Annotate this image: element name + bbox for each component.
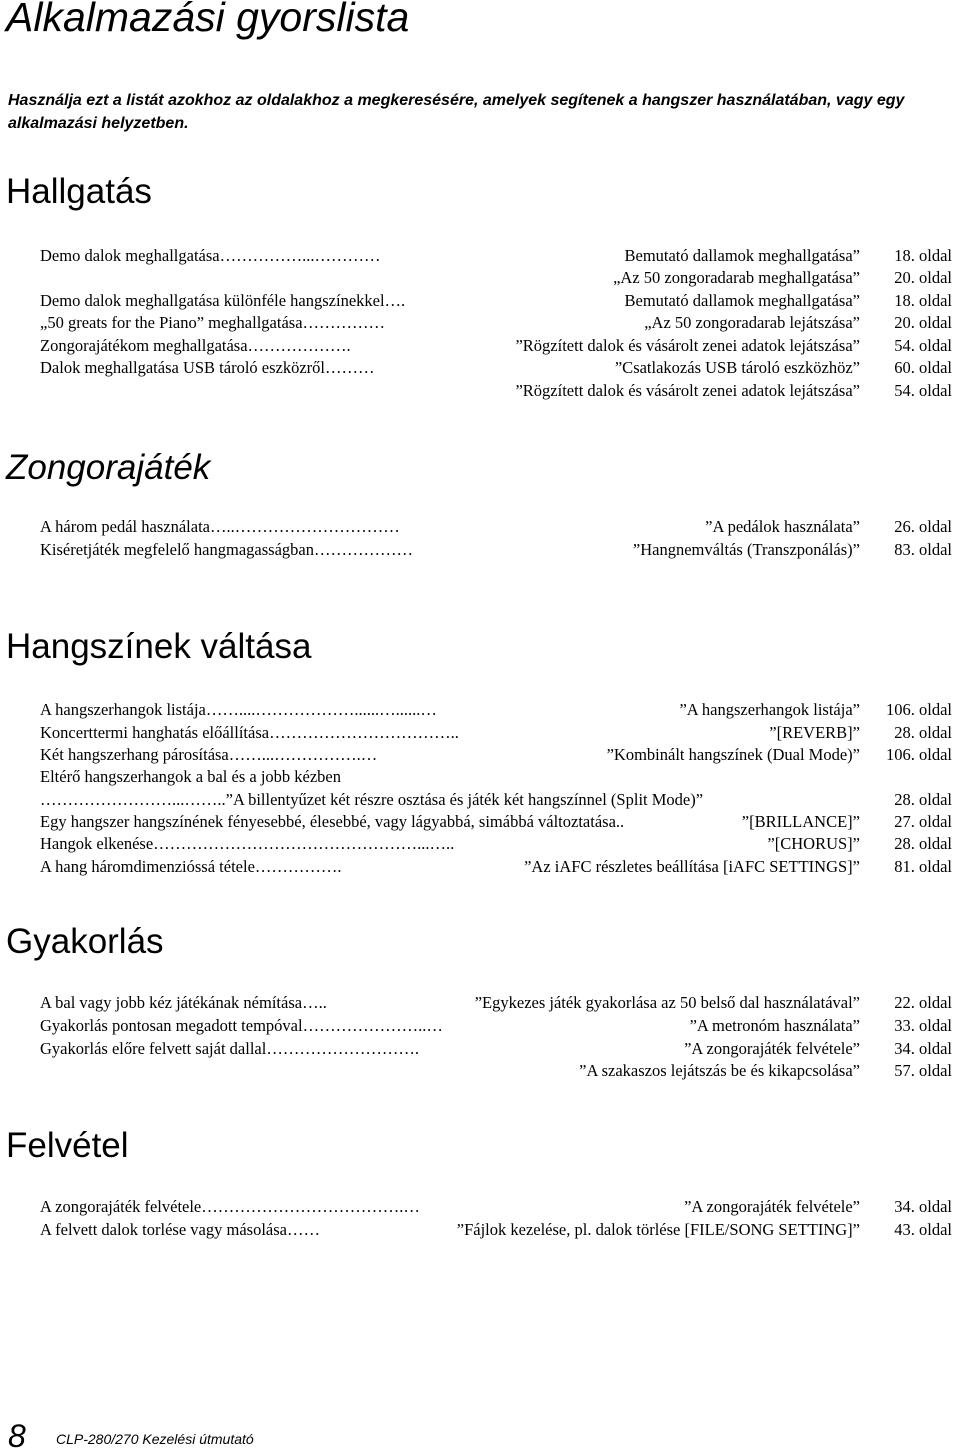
manual-title: CLP-280/270 Kezelési útmutató <box>56 1431 254 1447</box>
entry-page: 43. oldal <box>894 1220 952 1239</box>
entry-target: ”[CHORUS]” <box>767 834 860 853</box>
entry-target: Bemutató dallamok meghallgatása” <box>624 246 860 265</box>
list-item <box>40 857 952 879</box>
entry-page: 18. oldal <box>894 246 952 265</box>
section-heading-felvetel: Felvétel <box>6 1126 129 1165</box>
entry-lead: „50 greats for the Piano” meghallgatása…………… <box>40 313 386 332</box>
entry-lead: A felvett dalok torlése vagy másolása…… <box>40 1220 320 1239</box>
entry-target: ”Rögzített dalok és vásárolt zenei adatok lejátszása” <box>515 381 860 400</box>
entry-lead: Dalok meghallgatása USB tároló eszközről……… <box>40 358 375 377</box>
entry-lead: Egy hangszer hangszínének fényesebbé, élesebbé, vagy lágyabbá, simábbá változtatása.. <box>40 812 625 831</box>
entry-lead: A hang háromdimenzióssá tétele……………. <box>40 857 342 876</box>
entry-page: 81. oldal <box>894 857 952 876</box>
entry-target: ”Az iAFC részletes beállítása [iAFC SETTINGS]” <box>524 857 860 876</box>
entry-target: ”[BRILLANCE]” <box>741 812 860 831</box>
entry-target: ”A zongorajáték felvétele” <box>684 1039 860 1058</box>
entry-target: ”Hangnemváltás (Transzponálás)” <box>632 540 860 559</box>
page-number: 8 <box>8 1418 26 1454</box>
entry-page: 34. oldal <box>894 1039 952 1058</box>
entry-lead: Hangok elkenése…………………………………………...….. <box>40 834 455 853</box>
entry-page: 26. oldal <box>894 517 952 536</box>
list-item <box>40 246 952 268</box>
entry-page: 106. oldal <box>886 745 952 764</box>
entry-target: „Az 50 zongoradarab lejátszása” <box>644 313 860 332</box>
entry-page: 57. oldal <box>894 1061 952 1080</box>
list-item <box>40 745 952 767</box>
entry-page: 22. oldal <box>894 993 952 1012</box>
list-item <box>40 358 952 380</box>
entry-lead: Eltérő hangszerhangok a bal és a jobb kézben <box>40 767 342 786</box>
section-heading-hangszinek: Hangszínek váltása <box>6 627 312 666</box>
entry-lead: Demo dalok meghallgatása……………...………… <box>40 246 381 265</box>
entry-lead: A három pedál használata…..………………………… <box>40 517 400 536</box>
list-item <box>40 723 952 745</box>
entry-target: ”A hangszerhangok listája” <box>679 700 860 719</box>
entry-target: ”Fájlok kezelése, pl. dalok törlése [FILE/SONG SETTING]” <box>456 1220 860 1239</box>
entry-target: ”A pedálok használata” <box>705 517 860 536</box>
section-heading-hallgatas: Hallgatás <box>6 172 152 211</box>
entry-page: 27. oldal <box>894 812 952 831</box>
entry-target: ”Csatlakozás USB tároló eszközhöz” <box>614 358 860 377</box>
entry-lead: Koncerttermi hanghatás előállítása…………………………….. <box>40 723 459 742</box>
entry-target: ”[REVERB]” <box>769 723 860 742</box>
list-item <box>40 767 952 789</box>
entry-page: 83. oldal <box>894 540 952 559</box>
entry-page: 60. oldal <box>894 358 952 377</box>
entry-lead: A bal vagy jobb kéz játékának némítása….. <box>40 993 327 1012</box>
entry-page: 20. oldal <box>894 313 952 332</box>
entry-target: Bemutató dallamok meghallgatása” <box>624 291 860 310</box>
list-item <box>40 993 952 1015</box>
list-item <box>40 268 952 290</box>
list-item <box>40 700 952 722</box>
list-item <box>40 336 952 358</box>
entry-page: 28. oldal <box>894 790 952 809</box>
entry-page: 18. oldal <box>894 291 952 310</box>
entry-page: 20. oldal <box>894 268 952 287</box>
entry-lead: Zongorajátékom meghallgatása………………. <box>40 336 351 355</box>
entry-page: 28. oldal <box>894 834 952 853</box>
entry-lead: A zongorajáték felvétele……………………………….… <box>40 1197 420 1216</box>
list-item <box>40 1197 952 1219</box>
entry-target: „Az 50 zongoradarab meghallgatása” <box>613 268 860 287</box>
list-item <box>40 540 952 562</box>
entry-lead: Demo dalok meghallgatása különféle hangszínekkel…. <box>40 291 406 310</box>
list-item <box>40 1016 952 1038</box>
list-item <box>40 313 952 335</box>
entry-target: ”A szakaszos lejátszás be és kikapcsolása” <box>579 1061 860 1080</box>
page-title: Alkalmazási gyorslista <box>6 0 410 40</box>
entry-lead: Kiséretjáték megfelelő hangmagasságban……………… <box>40 540 413 559</box>
entry-lead: Két hangszerhang párosítása……...…………….… <box>40 745 378 764</box>
intro-text: Használja ezt a listát azokhoz az oldalakhoz a megkeresésére, amelyek segítenek a hangszer használatában, vagy egy alkalmazási helyzetben. <box>8 92 905 132</box>
list-item <box>40 812 952 834</box>
list-item <box>40 1220 952 1242</box>
entry-target: ……………………...……..”A billentyűzet két részre osztása és játék két hangszínnel (Split Mode)” <box>40 790 704 809</box>
entry-page: 33. oldal <box>894 1016 952 1035</box>
list-item <box>40 790 952 812</box>
entry-target: ”A zongorajáték felvétele” <box>684 1197 860 1216</box>
entry-page: 106. oldal <box>886 700 952 719</box>
entry-page: 28. oldal <box>894 723 952 742</box>
list-item <box>40 834 952 856</box>
list-item <box>40 291 952 313</box>
entry-lead: Gyakorlás előre felvett saját dallal………………………. <box>40 1039 419 1058</box>
section-heading-zongorajatek: Zongorajáték <box>6 448 211 487</box>
list-item <box>40 1039 952 1061</box>
list-item <box>40 381 952 403</box>
entry-target: ”A metronóm használata” <box>689 1016 860 1035</box>
entry-lead: Gyakorlás pontosan megadott tempóval…………………..… <box>40 1016 443 1035</box>
section-heading-gyakorlas: Gyakorlás <box>6 922 164 961</box>
entry-page: 34. oldal <box>894 1197 952 1216</box>
entry-lead: A hangszerhangok listája……....………………......…......… <box>40 700 437 719</box>
list-item <box>40 1061 952 1083</box>
entry-page: 54. oldal <box>894 336 952 355</box>
entry-page: 54. oldal <box>894 381 952 400</box>
entry-target: ”Rögzített dalok és vásárolt zenei adatok lejátszása” <box>515 336 860 355</box>
list-item <box>40 517 952 539</box>
entry-target: ”Egykezes játék gyakorlása az 50 belső dal használatával” <box>474 993 860 1012</box>
entry-target: ”Kombinált hangszínek (Dual Mode)” <box>606 745 860 764</box>
